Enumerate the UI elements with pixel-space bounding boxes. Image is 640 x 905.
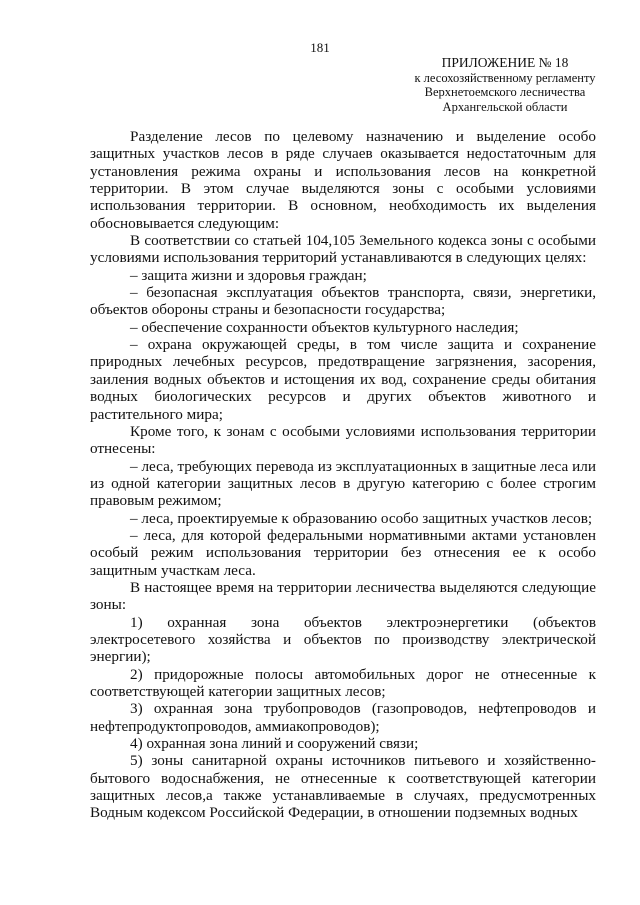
list-item: – леса, для которой федеральными нормативными актами установлен особый режим использования территории без отнесения ее к особо защитным участкам леса. [90,526,596,579]
numbered-item: 4) охранная зона линий и сооружений связи; [130,735,419,753]
numbered-item: 3) охранная зона трубопроводов (газопроводов, нефтепроводов и нефтепродуктопроводов, аммиакопроводов); [90,700,596,735]
numbered-item: 2) придорожные полосы автомобильных дорог не отнесенные к соответствующей категории защитных лесов; [90,665,596,700]
appendix-line: Архангельской области [442,99,568,114]
list-item: – обеспечение сохранности объектов культурного наследия; [130,318,519,336]
list-item: – безопасная эксплуатация объектов транспорта, связи, энергетики, объектов обороны страны и безопасности государства; [90,284,596,319]
appendix-line: к лесохозяйственному регламенту [414,70,596,85]
list-item: – охрана окружающей среды, в том числе защита и сохранение природных лечебных ресурсов, предотвращение загрязнения, засорения, заиления водных объектов и истощения их вод, сохранение среды обитания водных биологических ресурсов и других объектов животного и растительного мира; [90,336,596,423]
paragraph: В соответствии со статьей 104,105 Земельного кодекса зоны с особыми условиями использования территорий устанавливаются в следующих целях: [90,232,596,267]
appendix-header [380,56,630,114]
document-body [90,128,596,822]
page-number: 181 [310,40,330,55]
paragraph: Разделение лесов по целевому назначению и выделение особо защитных участков лесов в ряде случаев оказывается недостаточным для установления режима охраны и использования лесов на конкретной территории. В этом случае выделяются зоны с особыми условиями использования территории. В основном, необходимость их выделения обосновывается следующим: [90,128,596,232]
appendix-line: Верхнетоемского лесничества [424,85,586,99]
paragraph: В настоящее время на территории лесничества выделяются следующие зоны: [90,578,596,614]
numbered-item: 1) охранная зона объектов электроэнергетики (объектов электросетевого хозяйства и объектов по производству электрической энергии); [90,613,596,666]
numbered-item: 5) зоны санитарной охраны источников питьевого и хозяйственно-бытового водоснабжения, не отнесенные к соответствующей категории защитных лесов,а также устанавливаемые в случаях, предусмотренных Водным кодексом Российской Федерации, в отношении подземных водных [90,752,596,822]
paragraph: Кроме того, к зонам с особыми условиями использования территории отнесены: [90,422,596,458]
list-item: – леса, требующих перевода из эксплуатационных в защитные леса или из одной категории защитных лесов в другую категорию с более строгим правовым режимом; [90,457,596,510]
list-item: – защита жизни и здоровья граждан; [130,266,367,284]
appendix-title: ПРИЛОЖЕНИЕ № 18 [441,55,569,70]
list-item: – леса, проектируемые к образованию особо защитных участков лесов; [130,509,593,527]
